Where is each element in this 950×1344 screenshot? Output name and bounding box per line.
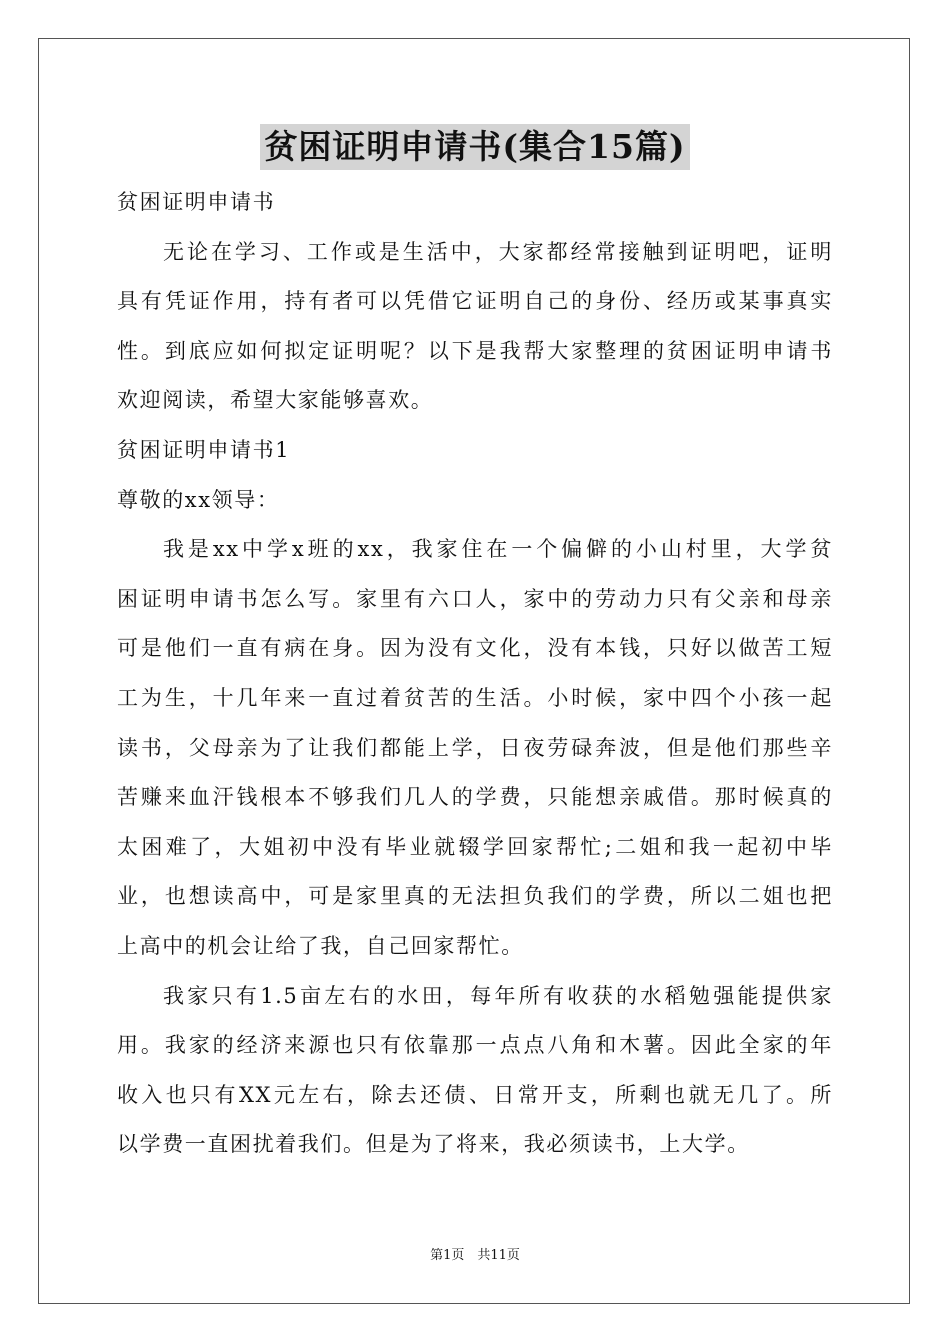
text-line: 业，也想读高中，可是家里真的无法担负我们的学费，所以二姐也把	[117, 884, 833, 909]
text-line: 苦赚来血汗钱根本不够我们几人的学费，只能想亲戚借。那时候真的	[117, 785, 833, 810]
text-line: 以学费一直困扰着我们。但是为了将来，我必须读书，上大学。	[117, 1132, 750, 1157]
text-line: 可是他们一直有病在身。因为没有文化，没有本钱，只好以做苦工短	[117, 636, 833, 661]
page-footer: 第1页 共11页	[430, 1248, 520, 1263]
document-title: 贫困证明申请书(集合15篇)	[260, 124, 689, 170]
text-line: 欢迎阅读，希望大家能够喜欢。	[117, 388, 434, 413]
text-line: 困证明申请书怎么写。家里有六口人，家中的劳动力只有父亲和母亲	[117, 586, 833, 611]
text-line: 太困难了，大姐初中没有毕业就辍学回家帮忙;二姐和我一起初中毕	[117, 834, 833, 859]
text-line: 具有凭证作用，持有者可以凭借它证明自己的身份、经历或某事真实	[117, 289, 833, 314]
text-line: 上高中的机会让给了我，自己回家帮忙。	[117, 933, 524, 958]
text-line: 工为生，十几年来一直过着贫苦的生活。小时候，家中四个小孩一起	[117, 685, 833, 710]
text-line: 贫困证明申请书1	[117, 437, 291, 462]
text-line: 读书，父母亲为了让我们都能上学，日夜劳碌奔波，但是他们那些辛	[117, 735, 833, 760]
document-body	[117, 178, 833, 1170]
text-line: 性。到底应如何拟定证明呢？以下是我帮大家整理的贫困证明申请书	[117, 338, 833, 363]
text-line: 尊敬的xx领导：	[117, 487, 280, 512]
text-line: 贫困证明申请书	[117, 190, 276, 214]
text-line: 我家只有1.5亩左右的水田，每年所有收获的水稻勉强能提供家	[163, 983, 833, 1008]
text-line: 我是xx中学x班的xx，我家住在一个偏僻的小山村里，大学贫	[163, 537, 833, 562]
text-line: 收入也只有XX元左右，除去还债、日常开支，所剩也就无几了。所	[117, 1082, 833, 1107]
text-line: 无论在学习、工作或是生活中，大家都经常接触到证明吧，证明	[163, 239, 833, 264]
text-line: 用。我家的经济来源也只有依靠那一点点八角和木薯。因此全家的年	[117, 1033, 833, 1058]
title-container	[0, 124, 950, 170]
